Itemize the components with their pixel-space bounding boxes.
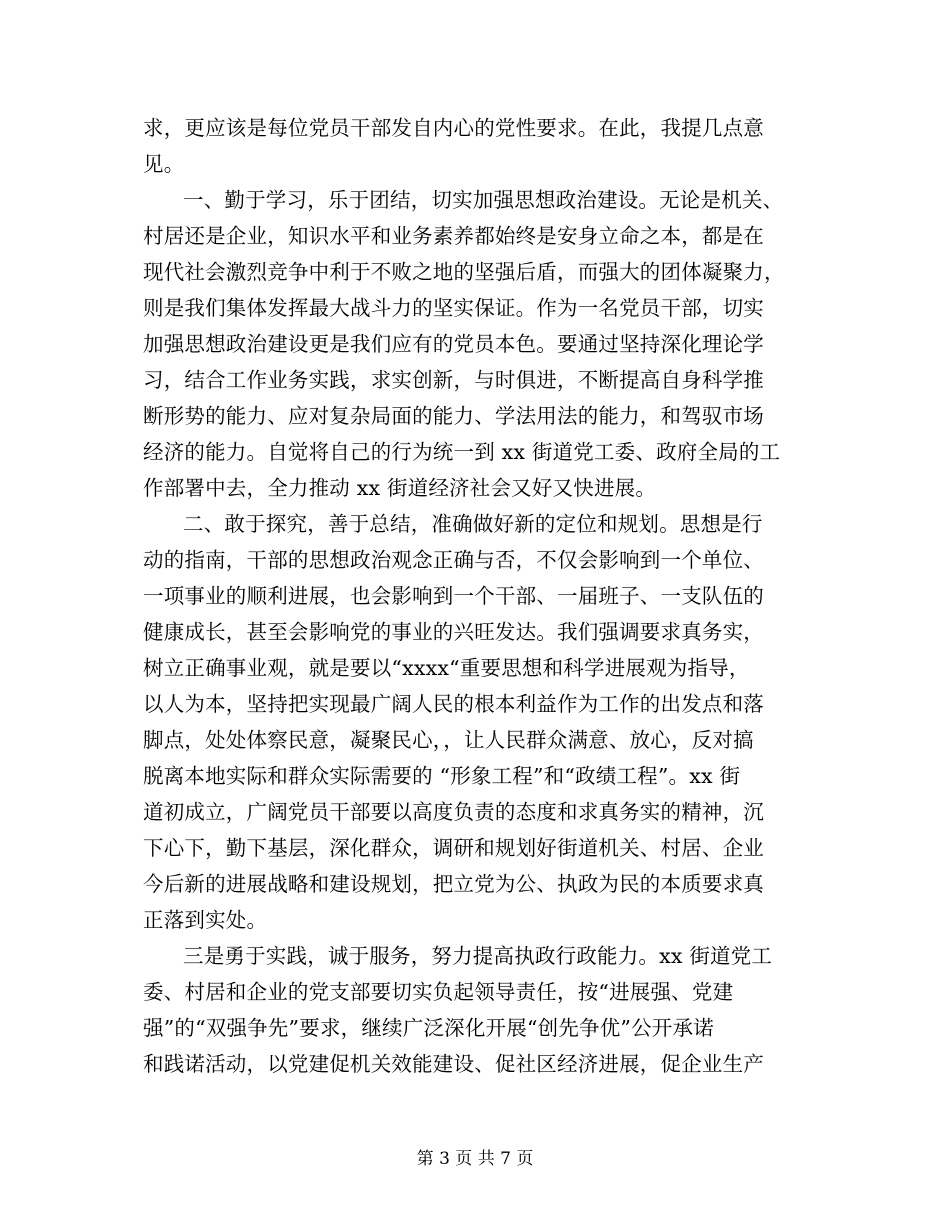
text-line: 和践诺活动，以党建促机关效能建设、促社区经济进展，促企业生产 (143, 1052, 764, 1076)
text-line: 村居还是企业，知识水平和业务素养都始终是安身立命之本，都是在 (143, 224, 764, 248)
text-line: 加强思想政治建设更是我们应有的党员本色。要通过坚持深化理论学 (143, 332, 764, 356)
text-line: 见。 (143, 152, 185, 176)
text-line: 树立正确事业观，就是要以“xxxx“重要思想和科学进展观为指导， (143, 656, 750, 680)
text-line: 道初成立，广阔党员干部要以高度负责的态度和求真务实的精神，沉 (143, 800, 764, 824)
text-line: 作部署中去，全力推动 xx 街道经济社会又好又快进展。 (143, 476, 657, 500)
text-line: 正落到实处。 (143, 908, 268, 932)
text-line: 求，更应该是每位党员干部发自内心的党性要求。在此，我提几点意 (143, 116, 764, 140)
paragraph-3-start: 三是勇于实践，诚于服务，努力提高执政行政能力。xx 街道党工 (183, 944, 773, 968)
text-line: 经济的能力。自觉将自己的行为统一到 xx 街道党工委、政府全局的工 (143, 440, 781, 464)
paragraph-1-start: 一、勤于学习，乐于团结，切实加强思想政治建设。无论是机关、 (183, 188, 784, 212)
text-line: 习，结合工作业务实践，求实创新，与时俱进，不断提高自身科学推 (143, 368, 764, 392)
text-line: 现代社会激烈竞争中利于不败之地的坚强后盾，而强大的团体凝聚力， (143, 260, 785, 284)
text-line: 断形势的能力、应对复杂局面的能力、学法用法的能力，和驾驭市场 (143, 404, 764, 428)
text-line: 一项事业的顺利进展，也会影响到一个干部、一届班子、一支队伍的 (143, 584, 764, 608)
text-line: 下心下，勤下基层，深化群众，调研和规划好街道机关、村居、企业 (143, 836, 764, 860)
text-line: 健康成长，甚至会影响党的事业的兴旺发达。我们强调要求真务实， (143, 620, 764, 644)
paragraph-2-start: 二、敢于探究，善于总结，准确做好新的定位和规划。思想是行 (183, 512, 763, 536)
page-number-footer: 第 3 页 共 7 页 (416, 1149, 534, 1169)
text-line: 以人为本，坚持把实现最广阔人民的根本利益作为工作的出发点和落 (143, 692, 764, 716)
text-line: 脚点，处处体察民意，凝聚民心，，让人民群众满意、放心，反对搞 (143, 728, 754, 752)
text-line: 则是我们集体发挥最大战斗力的坚实保证。作为一名党员干部，切实 (143, 296, 764, 320)
text-line: 动的指南，干部的思想政治观念正确与否，不仅会影响到一个单位、 (143, 548, 764, 572)
text-line: 强”的“双强争先”要求，继续广泛深化开展“创先争优”公开承诺 (143, 1016, 714, 1040)
text-line: 脱离本地实际和群众实际需要的 “形象工程”和“政绩工程”。xx 街 (143, 764, 741, 788)
text-line: 委、村居和企业的党支部要切实负起领导责任，按“进展强、党建 (143, 980, 734, 1004)
text-line: 今后新的进展战略和建设规划，把立党为公、执政为民的本质要求真 (143, 872, 764, 896)
